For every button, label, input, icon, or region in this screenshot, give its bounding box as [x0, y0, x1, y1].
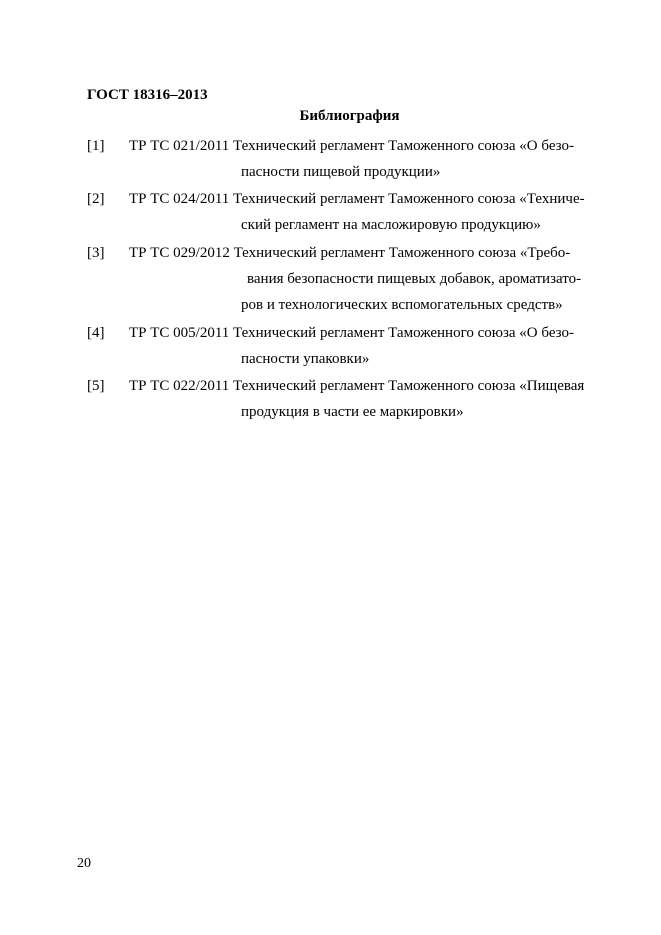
entry-number: [1]: [87, 138, 105, 154]
entry-number: [4]: [87, 325, 105, 341]
page-number: 20: [77, 856, 91, 871]
entry-text-line: ТР ТС 022/2011 Технический регламент Таможенного союза «Пищевая: [129, 378, 585, 394]
entry-text-line: продукция в части ее маркировки»: [241, 404, 464, 420]
entry-text-line: пасности упаковки»: [241, 351, 370, 367]
entry-text-line: ров и технологических вспомогательных средств»: [241, 297, 563, 313]
entry-text-line: ТР ТС 029/2012 Технический регламент Таможенного союза «Требо-: [129, 245, 571, 261]
entry-number: [3]: [87, 245, 105, 261]
entry-text-line: ТР ТС 024/2011 Технический регламент Таможенного союза «Техниче-: [129, 191, 585, 207]
section-title: Библиография: [299, 108, 400, 124]
entry-number: [5]: [87, 378, 105, 394]
entry-number: [2]: [87, 191, 105, 207]
entry-text-line: ТР ТС 005/2011 Технический регламент Таможенного союза «О безо-: [129, 325, 574, 341]
entry-text-line: ский регламент на масложировую продукцию»: [241, 217, 541, 233]
document-code: ГОСТ 18316–2013: [87, 87, 208, 103]
entry-text-line: пасности пищевой продукции»: [241, 164, 441, 180]
entry-text-line: ТР ТС 021/2011 Технический регламент Таможенного союза «О безо-: [129, 138, 574, 154]
entry-text-line: вания безопасности пищевых добавок, ароматизато-: [247, 271, 582, 287]
